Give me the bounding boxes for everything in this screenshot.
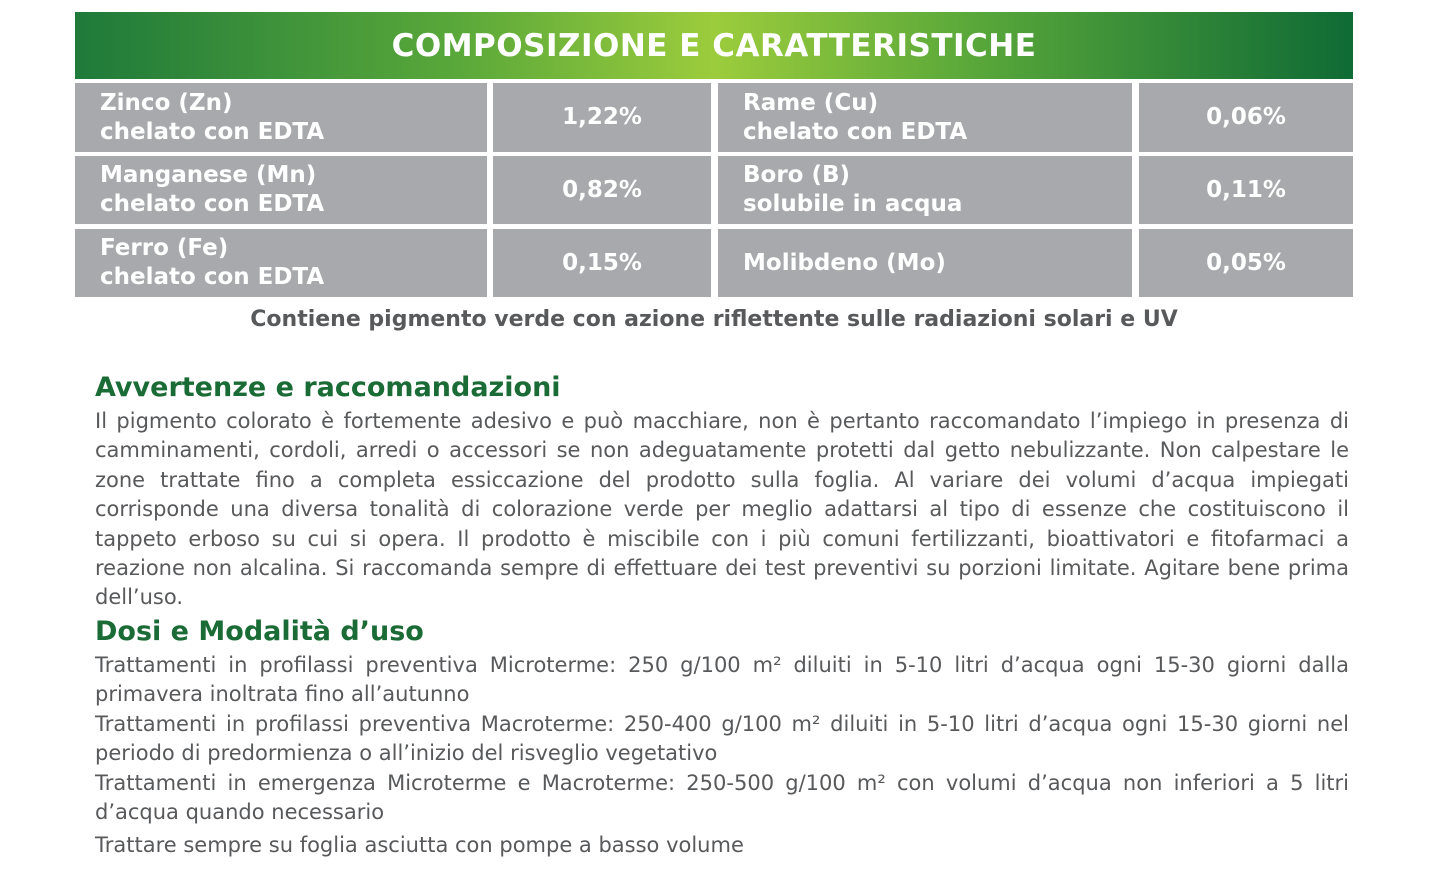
element-value: 0,05%: [1206, 249, 1286, 276]
element-form: chelato con EDTA: [100, 191, 325, 217]
element-value: 1,22%: [562, 104, 642, 130]
element-form: chelato con EDTA: [100, 118, 325, 145]
value-cell-zinc: [493, 83, 711, 152]
dose-item: Trattamenti in emergenza Microterme e Macroterme: 250-500 g/100 m² con volumi d’acqua non inferiori a 5 litri d’acqua quando necessario: [95, 770, 1349, 825]
element-cell-iron: [75, 229, 487, 297]
value-cell-copper: [1139, 83, 1353, 152]
value-cell-manganese: [493, 156, 711, 224]
element-cell-boron: [718, 156, 1132, 224]
element-name: Manganese (Mn): [100, 162, 317, 188]
value-cell-boron: [1139, 156, 1353, 224]
composition-table: [75, 83, 1353, 297]
element-form: chelato con EDTA: [100, 264, 325, 290]
element-name: Zinco (Zn): [100, 89, 233, 116]
element-value: 0,15%: [562, 249, 642, 276]
element-name: Molibdeno (Mo): [743, 249, 946, 276]
element-value: 0,11%: [1206, 176, 1286, 203]
element-value: 0,82%: [562, 176, 642, 203]
value-cell-iron: [493, 229, 711, 297]
element-name: Rame (Cu): [743, 89, 879, 116]
doses-title: Dosi e Modalità d’uso: [95, 616, 424, 647]
warnings-paragraph: Il pigmento colorato è fortemente adesivo e può macchiare, non è pertanto raccomandato l’impiego in presenza di camminamenti, cordoli, arredi o accessori se non adeguatamente protetti dal getto nebulizzante. Non calpestare le zone trattate fino a completa essiccazione del prodotto sulla foglia. Al variare dei volumi d’acqua impiegati corrisponde una diversa tonalità di colorazione verde per meglio adattarsi al tipo di essenze che costituiscono il tappeto erboso su cui si opera. Il prodotto è miscibile con i più comuni fertilizzanti, bioattivatori e fitofarmaci a reazione non alcalina. Si raccomanda sempre di effettuare dei test preventivi su porzioni limitate. Agitare bene prima dell’uso.: [95, 409, 1349, 610]
dose-item: Trattare sempre su foglia asciutta con pompe a basso volume: [95, 833, 744, 858]
element-value: 0,06%: [1206, 104, 1286, 130]
warnings-text: [95, 407, 1349, 613]
pigment-note: Contiene pigmento verde con azione riflettente sulle radiazioni solari e UV: [250, 307, 1178, 332]
element-cell-copper: [718, 83, 1132, 152]
element-form: chelato con EDTA: [743, 118, 968, 145]
banner-title: COMPOSIZIONE E CARATTERISTICHE: [391, 27, 1037, 64]
value-cell-molybdenum: [1139, 229, 1353, 297]
element-cell-manganese: [75, 156, 487, 224]
element-name: Boro (B): [743, 162, 851, 188]
element-cell-zinc: [75, 83, 487, 152]
element-name: Ferro (Fe): [100, 235, 229, 261]
element-cell-molybdenum: [718, 229, 1132, 297]
warnings-title: Avvertenze e raccomandazioni: [95, 372, 561, 403]
element-form: solubile in acqua: [743, 191, 963, 217]
dose-item: Trattamenti in profilassi preventiva Microterme: 250 g/100 m² diluiti in 5-10 litri d’acqua ogni 15-30 giorni dalla primavera inoltrata fino all’autunno: [95, 653, 1349, 707]
dose-item: Trattamenti in profilassi preventiva Macroterme: 250-400 g/100 m² diluiti in 5-10 litri d’acqua ogni 15-30 giorni nel periodo di predormienza o all’inizio del risveglio vegetativo: [95, 711, 1349, 766]
composition-banner: [75, 12, 1353, 79]
doses-list: [95, 651, 1349, 861]
